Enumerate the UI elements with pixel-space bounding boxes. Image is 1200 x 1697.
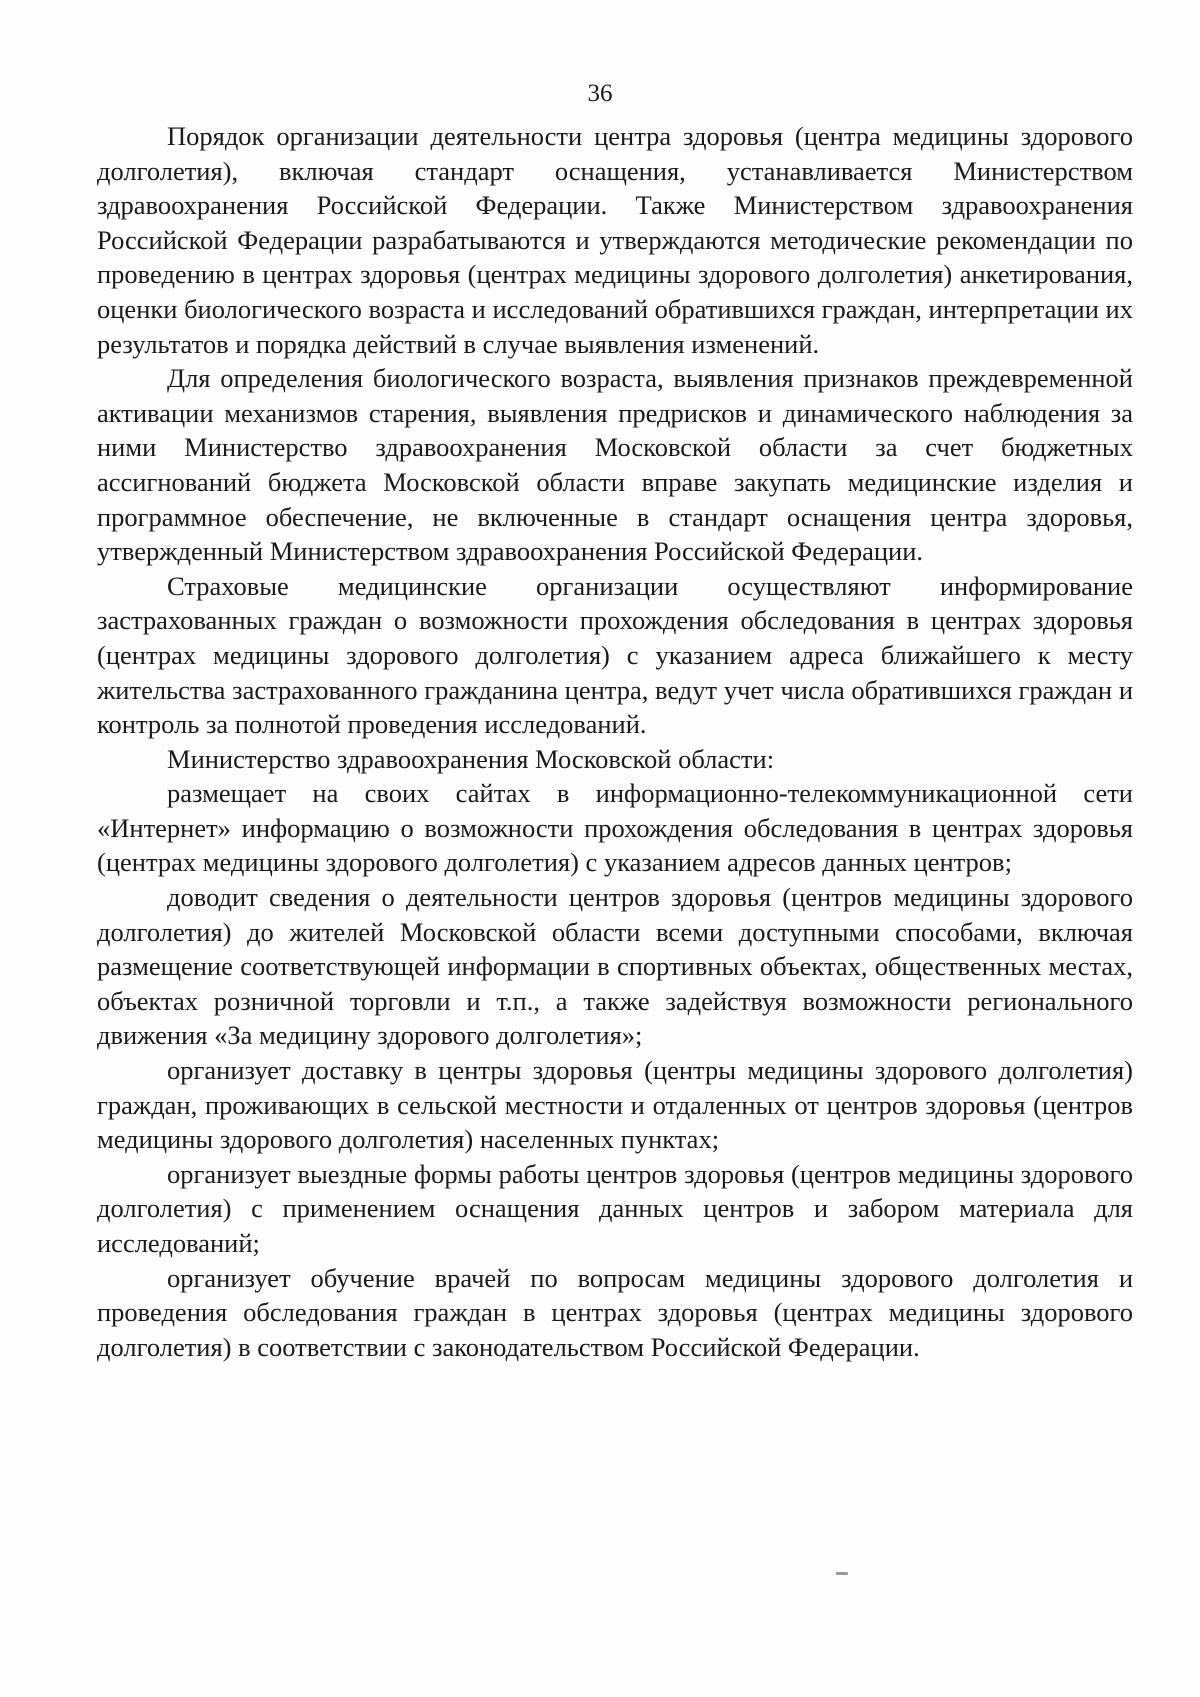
list-item-delivery: организует доставку в центры здоровья (центры медицины здорового долголетия) граждан, проживающих в сельской местности и отдаленных от центров здоровья (центров медицины здорового долголетия) населенных пунктах; (97, 1055, 1133, 1155)
document-body (97, 119, 1133, 1364)
list-item-inform-residents: доводит сведения о деятельности центров здоровья (центров медицины здорового долголетия) до жителей Московской области всеми доступными способами, включая размещение соответствующей информации в спортивных объектах, общественных местах, объектах розничной торговли и т.п., а также задействуя возможности регионального движения «За медицину здорового долголетия»; (97, 882, 1133, 1051)
paragraph-biological-age: Для определения биологического возраста, выявления признаков преждевременной активации механизмов старения, выявления предрисков и динамического наблюдения за ними Министерство здравоохранения Московской области за счет бюджетных ассигнований бюджета Московской области вправе закупать медицинские изделия и программное обеспечение, не включенные в стандарт оснащения центра здоровья, утвержденный Министерством здравоохранения Российской Федерации. (97, 363, 1133, 567)
paragraph-ministry-intro: Министерство здравоохранения Московской области: (167, 743, 775, 774)
list-item-doctor-training: организует обучение врачей по вопросам медицины здорового долголетия и проведения обследования граждан в центрах здоровья (центрах медицины здорового долголетия) в соответствии с законодательством Российской Федерации. (97, 1262, 1133, 1362)
scan-speck (836, 1572, 848, 1575)
list-item-mobile-work: организует выездные формы работы центров здоровья (центров медицины здорового долголетия) с применением оснащения данных центров и забором материала для исследований; (97, 1158, 1133, 1258)
list-item-website-info: размещает на своих сайтах в информационно-телекоммуникационной сети «Интернет» информацию о возможности прохождения обследования в центрах здоровья (центрах медицины здорового долголетия) с указанием адресов данных центров; (97, 778, 1133, 878)
paragraph-centers-order: Порядок организации деятельности центра здоровья (центра медицины здорового долголетия), включая стандарт оснащения, устанавливается Министерством здравоохранения Российской Федерации. Также Министерством здравоохранения Российской Федерации разрабатываются и утверждаются методические рекомендации по проведению в центрах здоровья (центрах медицины здорового долголетия) анкетирования, оценки биологического возраста и исследований обратившихся граждан, интерпретации их результатов и порядка действий в случае выявления изменений. (97, 121, 1133, 359)
page-number: 36 (587, 80, 613, 107)
paragraph-insurance-organizations: Страховые медицинские организации осуществляют информирование застрахованных граждан о возможности прохождения обследования в центрах здоровья (центрах медицины здорового долголетия) с указанием адреса ближайшего к месту жительства застрахованного гражданина центра, ведут учет числа обратившихся граждан и контроль за полнотой проведения исследований. (97, 570, 1133, 740)
